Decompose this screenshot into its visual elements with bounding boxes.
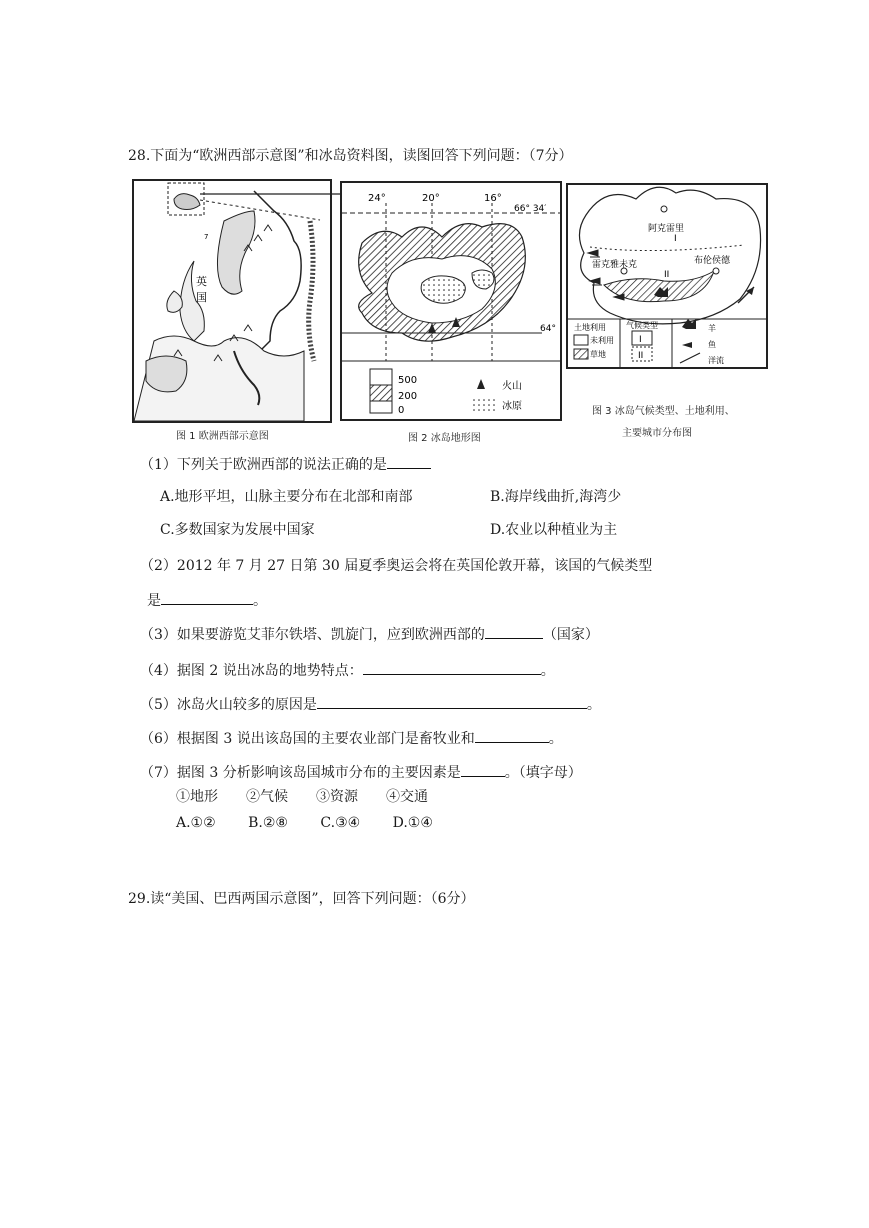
legend-fish-icon — [682, 342, 692, 348]
q6-answer-blank[interactable] — [475, 728, 549, 743]
legend-500-box — [370, 369, 392, 385]
iceland-landuse-drawing — [568, 185, 766, 367]
legend-current-label: 洋流 — [708, 356, 724, 365]
legend-200-box — [370, 385, 392, 401]
lat-64-label: 64° — [540, 324, 556, 334]
icefield-vatnajokull — [421, 276, 465, 303]
q1-line — [140, 454, 431, 475]
q3-text: （3）如果要游览艾菲尔铁塔、凯旋门，应到欧洲西部的 — [140, 627, 485, 643]
legend-0-label: 0 — [398, 405, 405, 416]
iceland-terrain-drawing — [342, 183, 560, 419]
q6-period: 。 — [548, 731, 563, 747]
legend-icefield-symbol — [472, 397, 498, 411]
q3-answer-blank[interactable] — [485, 624, 543, 639]
label-uk-1: 英 — [196, 275, 207, 288]
q4-period: 。 — [540, 663, 555, 679]
legend-climate-1-label: I — [639, 335, 642, 345]
legend-current-icon — [680, 353, 700, 363]
lon-24-label: 24° — [368, 193, 386, 204]
city-borgarnes-dot — [713, 268, 719, 274]
q4-answer-blank[interactable] — [363, 660, 541, 675]
q1-option-a: A.地形平坦，山脉主要分布在北部和南部 — [160, 489, 413, 505]
zone-1-label: I — [674, 234, 677, 244]
legend-unused-box — [574, 335, 588, 345]
q6-line — [140, 728, 563, 749]
iceland-outline — [174, 194, 200, 210]
legend-climate-2-label: II — [638, 351, 644, 361]
q5-answer-blank[interactable] — [317, 694, 587, 709]
q3-line — [140, 624, 599, 645]
q7-answer-blank[interactable] — [461, 762, 505, 777]
city-reykjavik-label: 雷克雅未克 — [592, 260, 638, 270]
q4-text: （4）据图 2 说出冰岛的地势特点： — [140, 663, 363, 679]
q3-suffix: （国家） — [542, 627, 599, 643]
q1-answer-blank[interactable] — [387, 454, 431, 469]
question-29-title: 29.读“美国、巴西两国示意图”，回答下列问题：（6分） — [128, 891, 475, 907]
lat-6634-label: 66° 34′ — [514, 204, 547, 214]
q7-text: （7）据图 3 分析影响该岛国城市分布的主要因素是 — [140, 765, 461, 781]
legend-0-box — [370, 401, 392, 413]
q5-period: 。 — [586, 697, 601, 713]
question-28-title: 28.下面为“欧洲西部示意图”和冰岛资料图，读图回答下列问题：（7分） — [128, 148, 573, 164]
q1-option-d: D.农业以种植业为主 — [490, 522, 618, 538]
legend-500-label: 500 — [398, 375, 418, 386]
q6-text: （6）根据图 3 说出该岛国的主要农业部门是畜牧业和 — [140, 731, 475, 747]
figure-1-caption: 图 1 欧洲西部示意图 — [176, 431, 269, 442]
legend-volcano-label: 火山 — [502, 381, 522, 392]
figure-2-iceland-terrain-map — [340, 181, 562, 421]
q7-options: A.①② B.②⑧ C.③④ D.①④ — [176, 815, 433, 831]
q7-line — [140, 762, 582, 783]
zone-2-label: II — [664, 270, 670, 280]
legend-icefield-label: 冰原 — [502, 401, 522, 412]
lon-16-label: 16° — [484, 193, 502, 204]
connector-dashed-curve — [200, 200, 320, 220]
figure-2-caption: 图 2 冰岛地形图 — [408, 433, 481, 444]
q1-text: （1）下列关于欧洲西部的说法正确的是 — [140, 457, 387, 473]
q2-answer-blank[interactable] — [161, 590, 253, 605]
legend-fish-label: 鱼 — [708, 340, 716, 349]
figure-3-caption-line-2: 主要城市分布图 — [622, 428, 692, 439]
east-border — [309, 221, 314, 361]
legend-grass-label: 草地 — [590, 350, 606, 359]
label-7: 7 — [204, 233, 209, 241]
q4-line — [140, 660, 555, 681]
iberia-outline — [146, 356, 187, 392]
city-akureyri-label: 阿克雷里 — [648, 224, 685, 234]
legend-volcano-symbol — [477, 379, 485, 389]
ireland-outline — [167, 291, 182, 312]
figure-3-iceland-landuse-map — [566, 183, 768, 369]
q5-line — [140, 694, 601, 715]
legend-grass-box — [574, 349, 588, 359]
q2-prefix: 是 — [147, 593, 161, 609]
figure-3-caption-line-1: 图 3 冰岛气候类型、土地利用、 — [592, 406, 735, 417]
lon-20-label: 20° — [422, 193, 440, 204]
q1-option-b: B.海岸线曲折,海湾少 — [490, 489, 622, 505]
q1-option-c: C.多数国家为发展中国家 — [160, 522, 315, 538]
legend-sheep-label: 羊 — [708, 324, 716, 333]
label-uk-2: 国 — [196, 291, 207, 304]
q7-factor-list: ①地形 ②气候 ③资源 ④交通 — [176, 789, 428, 805]
q2-line-2 — [147, 590, 267, 611]
legend-landuse-label: 土地利用 — [574, 323, 606, 332]
q5-text: （5）冰岛火山较多的原因是 — [140, 697, 317, 713]
q2-text: （2）2012 年 7 月 27 日第 30 届夏季奥运会将在英国伦敦开幕，该国的气候类型 — [140, 558, 653, 574]
q7-suffix: 。（填字母） — [504, 765, 582, 781]
city-borgarnes-label: 布伦侯德 — [694, 256, 731, 266]
legend-climate-1-box — [632, 331, 652, 345]
inset-connector — [200, 186, 350, 226]
q2-period: 。 — [253, 593, 267, 609]
iceland-outline-fig3 — [579, 187, 760, 324]
legend-200-label: 200 — [398, 391, 418, 402]
legend-unused-label: 未利用 — [590, 336, 614, 345]
legend-climate-label: 气候类型 — [626, 321, 658, 330]
city-akureyri-dot — [661, 206, 667, 212]
